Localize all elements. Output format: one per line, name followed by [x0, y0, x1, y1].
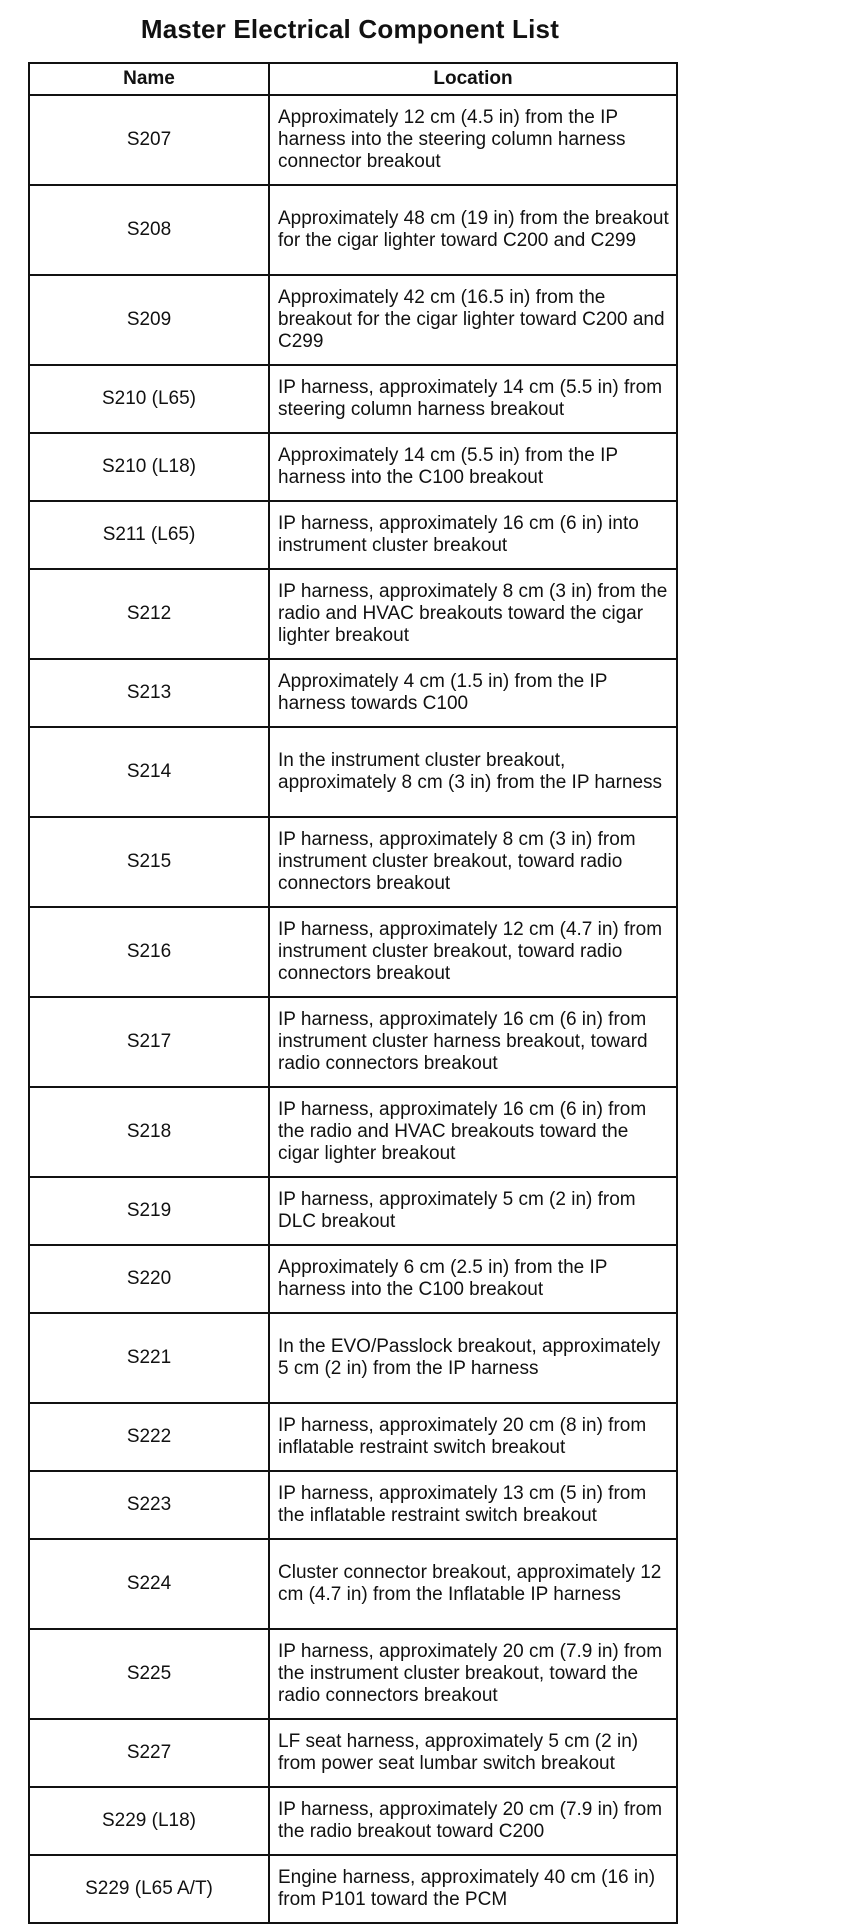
table-row [29, 433, 677, 501]
column-header-location: Location [269, 63, 677, 95]
page-title: Master Electrical Component List [140, 14, 560, 44]
table-body [29, 95, 677, 1923]
component-location-cell: IP harness, approximately 12 cm (4.7 in) from instrument cluster breakout, toward radio connectors breakout [269, 907, 677, 997]
table-row [29, 569, 677, 659]
component-location-cell: IP harness, approximately 20 cm (7.9 in) from the radio breakout toward C200 [269, 1787, 677, 1855]
component-location-cell: Approximately 48 cm (19 in) from the breakout for the cigar lighter toward C200 and C299 [269, 185, 677, 275]
component-location-cell: Approximately 4 cm (1.5 in) from the IP harness towards C100 [269, 659, 677, 727]
component-name-cell: S208 [29, 185, 269, 275]
component-location-cell: LF seat harness, approximately 5 cm (2 in) from power seat lumbar switch breakout [269, 1719, 677, 1787]
component-name-cell: S229 (L65 A/T) [29, 1855, 269, 1923]
component-name-cell: S211 (L65) [29, 501, 269, 569]
component-name-cell: S227 [29, 1719, 269, 1787]
component-name-cell: S218 [29, 1087, 269, 1177]
component-name-cell: S209 [29, 275, 269, 365]
table-row [29, 95, 677, 185]
table-row [29, 1177, 677, 1245]
component-name-cell: S214 [29, 727, 269, 817]
component-name-cell: S217 [29, 997, 269, 1087]
component-name-cell: S210 (L18) [29, 433, 269, 501]
component-name-cell: S229 (L18) [29, 1787, 269, 1855]
component-location-cell: IP harness, approximately 14 cm (5.5 in) from steering column harness breakout [269, 365, 677, 433]
table-header-row [29, 63, 677, 95]
component-name-cell: S221 [29, 1313, 269, 1403]
table-row [29, 1313, 677, 1403]
component-location-cell: IP harness, approximately 16 cm (6 in) from the radio and HVAC breakouts toward the cigar lighter breakout [269, 1087, 677, 1177]
table-row [29, 501, 677, 569]
component-location-cell: IP harness, approximately 16 cm (6 in) into instrument cluster breakout [269, 501, 677, 569]
component-name-cell: S222 [29, 1403, 269, 1471]
table-row [29, 275, 677, 365]
table-row [29, 1471, 677, 1539]
column-header-name: Name [29, 63, 269, 95]
component-location-cell: IP harness, approximately 20 cm (7.9 in) from the instrument cluster breakout, toward the radio connectors breakout [269, 1629, 677, 1719]
component-location-cell: IP harness, approximately 20 cm (8 in) from inflatable restraint switch breakout [269, 1403, 677, 1471]
component-name-cell: S213 [29, 659, 269, 727]
component-name-cell: S225 [29, 1629, 269, 1719]
table-row [29, 1855, 677, 1923]
table-row [29, 1719, 677, 1787]
component-name-cell: S207 [29, 95, 269, 185]
table-row [29, 659, 677, 727]
component-location-cell: IP harness, approximately 5 cm (2 in) from DLC breakout [269, 1177, 677, 1245]
table-row [29, 727, 677, 817]
component-name-cell: S215 [29, 817, 269, 907]
component-location-cell: Approximately 14 cm (5.5 in) from the IP harness into the C100 breakout [269, 433, 677, 501]
table-row [29, 997, 677, 1087]
table-row [29, 1403, 677, 1471]
component-location-cell: Cluster connector breakout, approximately 12 cm (4.7 in) from the Inflatable IP harness [269, 1539, 677, 1629]
component-location-cell: IP harness, approximately 8 cm (3 in) from instrument cluster breakout, toward radio connectors breakout [269, 817, 677, 907]
component-name-cell: S224 [29, 1539, 269, 1629]
component-location-cell: In the EVO/Passlock breakout, approximately 5 cm (2 in) from the IP harness [269, 1313, 677, 1403]
component-location-cell: Engine harness, approximately 40 cm (16 in) from P101 toward the PCM [269, 1855, 677, 1923]
table-row [29, 1787, 677, 1855]
table-row [29, 817, 677, 907]
table-row [29, 1245, 677, 1313]
component-table [28, 62, 678, 1924]
component-name-cell: S220 [29, 1245, 269, 1313]
table-row [29, 185, 677, 275]
component-location-cell: IP harness, approximately 16 cm (6 in) from instrument cluster harness breakout, toward radio connectors breakout [269, 997, 677, 1087]
table-row [29, 1087, 677, 1177]
component-name-cell: S216 [29, 907, 269, 997]
component-name-cell: S212 [29, 569, 269, 659]
component-location-cell: Approximately 42 cm (16.5 in) from the breakout for the cigar lighter toward C200 and C299 [269, 275, 677, 365]
table-row [29, 1629, 677, 1719]
component-name-cell: S219 [29, 1177, 269, 1245]
component-location-cell: IP harness, approximately 13 cm (5 in) from the inflatable restraint switch breakout [269, 1471, 677, 1539]
component-location-cell: Approximately 12 cm (4.5 in) from the IP harness into the steering column harness connector breakout [269, 95, 677, 185]
component-name-cell: S223 [29, 1471, 269, 1539]
component-name-cell: S210 (L65) [29, 365, 269, 433]
table-row [29, 907, 677, 997]
table-row [29, 365, 677, 433]
component-location-cell: Approximately 6 cm (2.5 in) from the IP harness into the C100 breakout [269, 1245, 677, 1313]
component-location-cell: In the instrument cluster breakout, approximately 8 cm (3 in) from the IP harness [269, 727, 677, 817]
table-row [29, 1539, 677, 1629]
component-location-cell: IP harness, approximately 8 cm (3 in) from the radio and HVAC breakouts toward the cigar lighter breakout [269, 569, 677, 659]
